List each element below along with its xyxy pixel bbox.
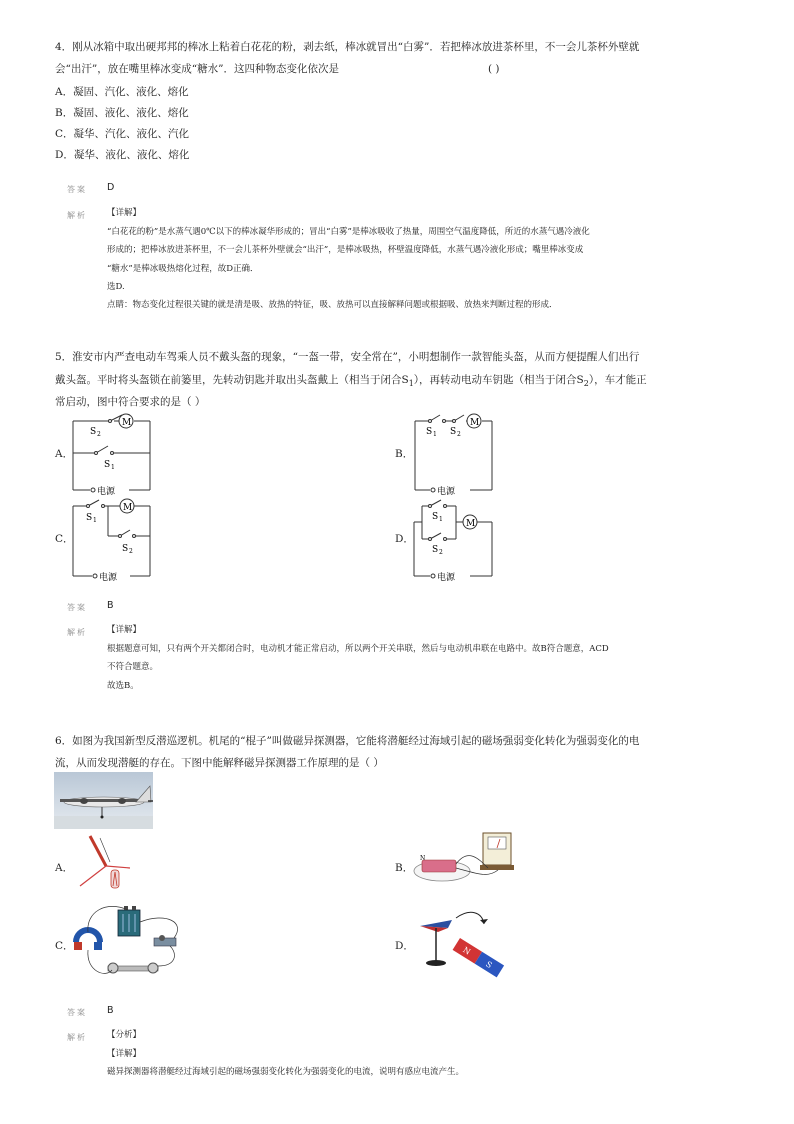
q5-subscript-2: 2 [583, 379, 589, 389]
power-label: 电源 [99, 573, 118, 583]
q4-answer-tag: 答案 [67, 185, 87, 194]
switch-label: S [104, 460, 111, 470]
q5-answer: B [107, 600, 114, 611]
q5-option-b-label: B． [395, 448, 414, 460]
q5-stem-line2 [55, 370, 647, 394]
patrol-aircraft-photo [54, 772, 153, 829]
q5-stem-line3: 常启动，图中符合要求的是（ ） [55, 396, 206, 408]
figure-c-motor-setup [66, 902, 206, 984]
switch-label: S [432, 545, 439, 555]
q5-analysis-line: 故选B。 [107, 681, 139, 691]
q5-analysis-line: 根据题意可知，只有两个开关都闭合时，电动机才能正常启动，所以两个开关串联，然后与电动机串联在电路中。故B符合题意，ACD [107, 644, 609, 654]
q4-option-d: D．凝华、液化、液化、熔化 [55, 149, 190, 161]
q5-subscript-1: 1 [408, 379, 414, 389]
q5-stem-line2-part1: 戴头盔。平时将头盔锁在前篓里，先转动钥匙并取出头盔戴上（相当于闭合S [55, 374, 409, 386]
switch-index: 1 [439, 516, 443, 523]
magnet-north-label: N [420, 855, 426, 862]
q6-answer-tag: 答案 [67, 1008, 87, 1017]
q6-stem-line2: 流，从而发现潜艇的存在。下图中能解释磁异探测器工作原理的是（ ） [55, 757, 384, 769]
switch-index: 2 [129, 548, 133, 555]
q5-analysis-tag: 解析 [67, 628, 87, 637]
figure-d-compass-magnet [408, 906, 518, 978]
magnet-south-label: S [484, 959, 494, 971]
motor-label: M [470, 418, 480, 428]
switch-label: S [426, 427, 433, 437]
circuit-diagram-c [66, 496, 156, 584]
switch-index: 1 [111, 464, 115, 471]
q6-analysis-tag: 解析 [67, 1033, 87, 1042]
q6-option-b-label: B． [395, 862, 414, 874]
figure-b-induction-setup [408, 828, 536, 888]
q4-analysis-line: 形成的；把棒冰放进茶杯里，不一会儿茶杯外壁就会“出汗”，是棒冰吸热，杯壁温度降低，水蒸气遇冷液化形成；嘴里棒冰变成 [107, 245, 584, 255]
q6-option-c-label: C． [55, 940, 74, 952]
power-label: 电源 [437, 573, 456, 583]
switch-label: S [90, 427, 97, 437]
q5-stem-line2-part3: ），车才能正 [588, 374, 647, 386]
q4-option-a: A．凝固、汽化、液化、熔化 [55, 86, 189, 98]
power-label: 电源 [97, 487, 116, 497]
switch-label: S [432, 512, 439, 522]
q6-stem-line1: 6．如图为我国新型反潜巡逻机。机尾的“棍子”叫做磁异探测器，它能将潜艇经过海域引起的磁场强弱变化转化为强弱变化的电 [55, 735, 640, 747]
q4-analysis-tag: 解析 [67, 211, 87, 220]
switch-index: 2 [439, 549, 443, 556]
q5-analysis-line: 不符合题意。 [107, 662, 159, 672]
switch-index: 2 [97, 431, 101, 438]
switch-label: S [122, 544, 129, 554]
q6-option-a-label: A． [55, 862, 74, 874]
q6-analysis-line: 磁异探测器将潜艇经过海域引起的磁场强弱变化转化为强弱变化的电流，说明有感应电流产生。 [107, 1067, 465, 1077]
q4-stem-line1: 4．刚从冰箱中取出硬邦邦的棒冰上粘着白花花的粉，剥去纸，棒冰就冒出“白雾”．若把棒冰放进茶杯里，不一会儿茶杯外壁就 [55, 41, 640, 53]
q6-option-d-label: D． [395, 940, 414, 952]
q4-answer-bracket: ( ) [488, 63, 500, 75]
magnet-north-label: N [461, 945, 472, 957]
switch-label: S [450, 427, 457, 437]
motor-label: M [466, 519, 476, 529]
switch-index: 1 [433, 431, 437, 438]
motor-label: M [122, 418, 132, 428]
q5-option-d-label: D． [395, 533, 414, 545]
figure-a-electroscope [66, 832, 136, 898]
q6-answer: B [107, 1005, 114, 1016]
q6-analysis-line: 【分析】 [107, 1030, 142, 1040]
q4-answer: D [107, 182, 115, 193]
switch-index: 2 [457, 431, 461, 438]
circuit-diagram-a [66, 410, 156, 498]
switch-label: S [86, 513, 93, 523]
q5-stem-line2-part2: ），再转动电动车钥匙（相当于闭合S [413, 374, 584, 386]
q4-analysis-line: “白花花的粉”是水蒸气遇0℃以下的棒冰凝华形成的；冒出“白雾”是棒冰吸收了热量，周围空气温度降低，所近的水蒸气遇冷液化 [107, 227, 590, 237]
q5-analysis-line: 【详解】 [107, 625, 142, 635]
q5-option-a-label: A． [55, 448, 74, 460]
motor-label: M [123, 503, 133, 513]
q4-stem-line2: 会“出汗”，放在嘴里棒冰变成“糖水”．这四种物态变化依次是 [55, 63, 339, 75]
q5-answer-tag: 答案 [67, 603, 87, 612]
power-label: 电源 [437, 487, 456, 497]
q4-option-c: C．凝华、汽化、液化、汽化 [55, 128, 190, 140]
q4-option-b: B．凝固、液化、液化、熔化 [55, 107, 189, 119]
circuit-diagram-b [408, 410, 498, 498]
q4-analysis-line: 点睛：物态变化过程很关键的就是清是吸、放热的特征，吸、放热可以直接解释问题或根据吸、放热来判断过程的形成． [107, 300, 558, 310]
q4-analysis-line: 【详解】 [107, 208, 142, 218]
q6-analysis-line: 【详解】 [107, 1049, 142, 1059]
circuit-diagram-d [408, 496, 498, 584]
q5-stem-line1: 5．淮安市内严查电动车驾乘人员不戴头盔的现象，“一盔一带，安全常在”，小明想制作一款智能头盔，从而方便提醒人们出行 [55, 351, 640, 363]
switch-index: 1 [93, 517, 97, 524]
q4-analysis-line: 选D. [107, 282, 125, 292]
q5-option-c-label: C． [55, 533, 74, 545]
q4-analysis-line: “糖水”是棒冰吸热熔化过程，故D正确． [107, 264, 259, 274]
